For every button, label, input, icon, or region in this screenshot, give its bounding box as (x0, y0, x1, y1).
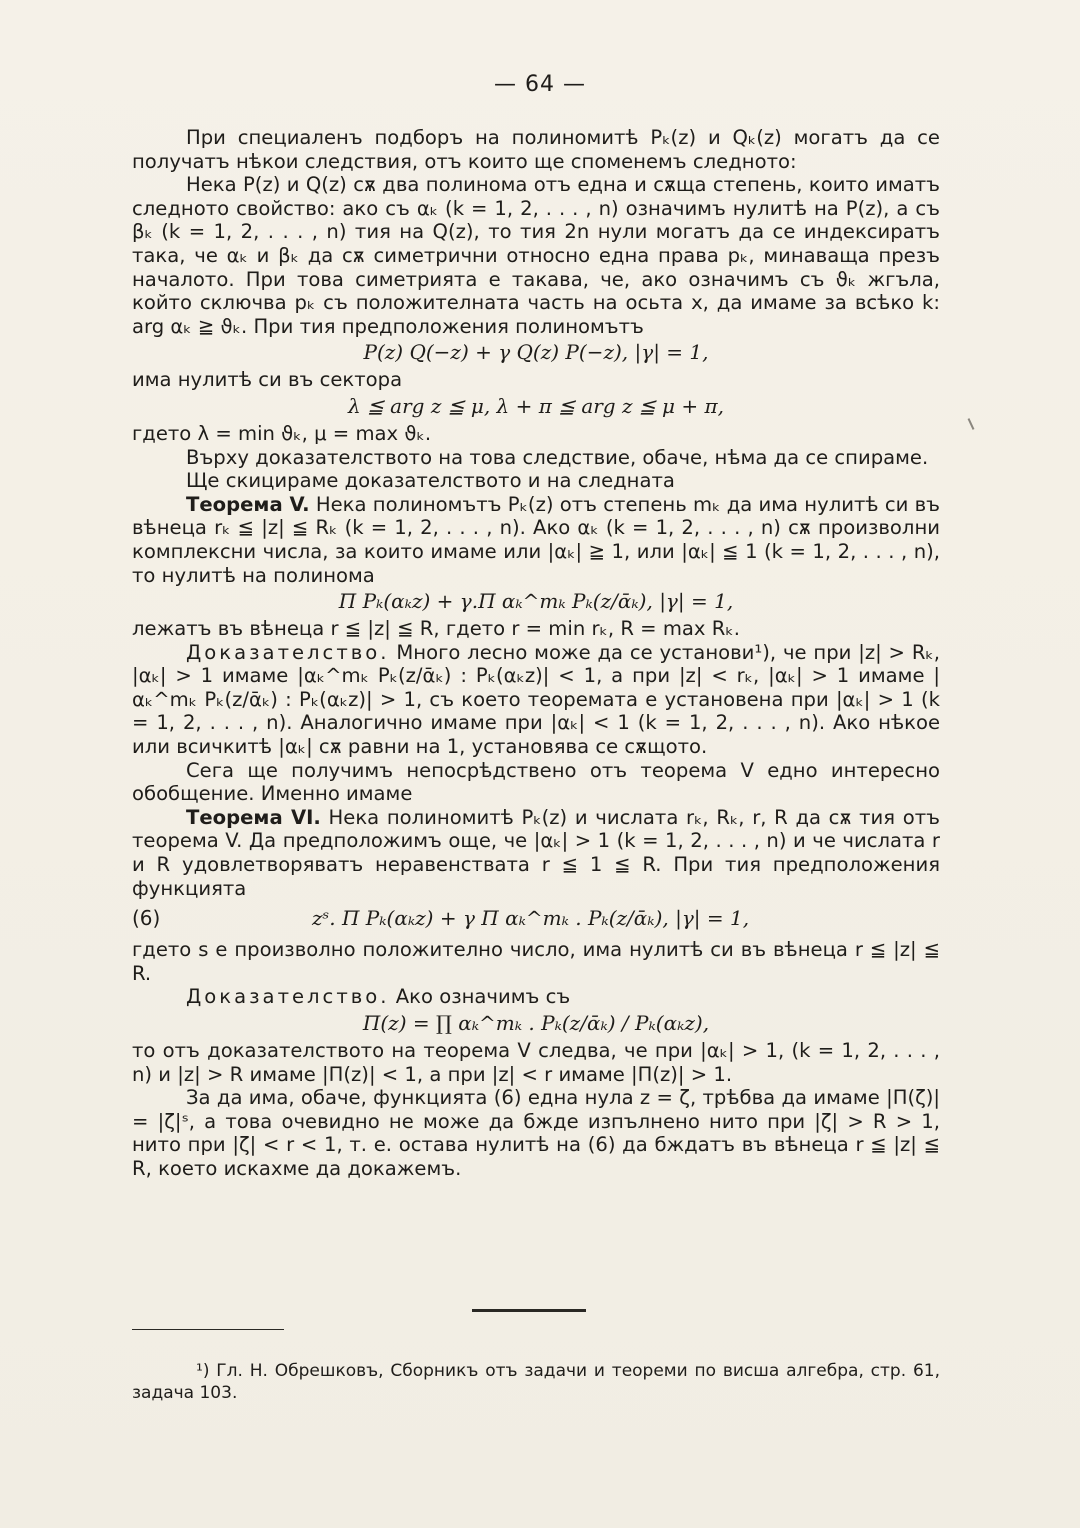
proof-1-text: Много лесно може да се установи¹), че при |z| > Rₖ, |αₖ| > 1 имаме |αₖ^mₖ Pₖ(z/ᾱₖ) : Pₖ(αₖz)| < 1, а при |z| < rₖ, |αₖ| > 1 имаме |αₖ^mₖ Pₖ(z/ᾱₖ) : Pₖ(αₖz)| > 1, съ което теоремата е установена при |αₖ| > 1 (k = 1, 2, . . . , n). Аналогично имаме при |αₖ| < 1 (k = 1, 2, . . . , n). Ако нѣкое или всичкитѣ |αₖ| сѫ равни на 1, установява се сѫщото. (132, 640, 940, 759)
paragraph-4: гдето λ = min ϑₖ, μ = max ϑₖ. (132, 421, 432, 445)
paragraph-8: Сега ще получимъ непосрѣдствено отъ теорема V едно интересно обобщение. Именно имаме (132, 758, 940, 806)
proof-2 (132, 985, 940, 1009)
footnote: ¹) Гл. Н. Обрешковъ, Сборникъ отъ задачи и теореми по висша алгебра, стр. 61, задача 103. (132, 1361, 940, 1403)
paragraph-10: то отъ доказателството на теорема V следва, че при |αₖ| > 1, (k = 1, 2, . . . , n) и |z| > R имаме |Π(z)| < 1, а при |z| < r имаме |Π(z)| > 1. (132, 1039, 940, 1086)
page-number: — 64 — (494, 72, 586, 97)
paragraph-2: Нека P(z) и Q(z) сѫ два полинома отъ една и сѫща степень, които иматъ следното свойство: ако съ αₖ (k = 1, 2, . . . , n) означимъ нулитѣ на P(z), а съ βₖ (k = 1, 2, . . . , n) тия на Q(z), то тия 2n нули могатъ да се индексиратъ така, че αₖ и βₖ да сѫ симетрични относно една права pₖ, минаваща презъ началото. При това симетрията е такава, че, ако означимъ съ ϑₖ жгъла, който сключва pₖ съ положителната часть на осьта x, да имаме за всѣко k: arg αₖ ≧ ϑₖ. При тия предположения полиномътъ (132, 173, 940, 338)
paragraph-7: лежатъ въ вѣнеца r ≦ |z| ≦ R, гдето r = min rₖ, R = max Rₖ. (132, 617, 740, 641)
equation-6-number: (6) (132, 906, 161, 931)
paragraph-6: Ще скицираме доказателството и на следната (186, 469, 675, 493)
equation-6-row (132, 904, 940, 934)
proof-2-text: Ако означимъ съ (395, 985, 571, 1009)
paragraph-11: За да има, обаче, функцията (6) една нула z = ζ, трѣбва да имаме |Π(ζ)| = |ζ|ˢ, а това очевидно не може да бжде изпълнено нито при |ζ| > R > 1, нито при |ζ| < r < 1, т. е. остава нулитѣ на (6) да бждатъ въ вѣнеца r ≦ |z| ≦ R, което искахме да докажемъ. (132, 1086, 940, 1180)
equation-1: P(z) Q(−z) + γ Q(z) P(−z), |γ| = 1, (363, 340, 709, 365)
proof-1-label: Доказателство. (186, 640, 390, 664)
footnote-rule (132, 1329, 284, 1330)
theorem-5-title: Теорема V. (186, 492, 310, 516)
theorem-6 (132, 806, 940, 900)
main-text (132, 126, 940, 1181)
paragraph-9: гдето s е произволно положително число, има нулитѣ си въ вѣнеца r ≦ |z| ≦ R. (132, 938, 940, 985)
equation-3: Π Pₖ(αₖz) + γ.Π αₖ^mₖ Pₖ(z/ᾱₖ), |γ| = 1, (338, 589, 734, 614)
equation-6: zˢ. Π Pₖ(αₖz) + γ Π αₖ^mₖ . Pₖ(z/ᾱₖ), |γ| = 1, (312, 906, 750, 931)
margin-mark (968, 418, 975, 430)
paragraph-3: има нулитѣ си въ сектора (132, 368, 403, 392)
theorem-5 (132, 493, 940, 587)
theorem-6-title: Теорема VI. (186, 805, 321, 829)
theorem-6-text: Нека полиномитѣ Pₖ(z) и числата rₖ, Rₖ, r, R да сѫ тия отъ теорема V. Да предположимъ още, че |αₖ| > 1 (k = 1, 2, . . . , n) и че числата r и R удовлетворяватъ неравенствата r ≦ 1 ≦ R. При тия предположения функцията (132, 805, 940, 900)
equation-pi: Π(z) = ∏ αₖ^mₖ . Pₖ(z/ᾱₖ) / Pₖ(αₖz), (362, 1011, 710, 1035)
theorem-5-text: Нека полиномътъ Pₖ(z) отъ степень mₖ да има нулитѣ си въ вѣнеца rₖ ≦ |z| ≦ Rₖ (k = 1, 2, . . . , n). Ако αₖ (k = 1, 2, . . . , n) сѫ произволни комплексни числа, за които имаме или |αₖ| ≧ 1, или |αₖ| ≦ 1 (k = 1, 2, . . . , n), то нулитѣ на полинома (132, 492, 940, 587)
proof-2-label: Доказателство. (186, 985, 390, 1009)
paragraph-5: Върху доказателството на това следствие, обаче, нѣма да се спираме. (186, 445, 929, 469)
proof-1 (132, 641, 940, 759)
paragraph-1: При специаленъ подборъ на полиномитѣ Pₖ(z) и Qₖ(z) могатъ да се получатъ нѣкои следствия, отъ които ще споменемъ следното: (132, 126, 940, 173)
equation-2: λ ≦ arg z ≦ μ, λ + π ≦ arg z ≦ μ + π, (348, 393, 724, 418)
section-end-rule (472, 1309, 586, 1312)
